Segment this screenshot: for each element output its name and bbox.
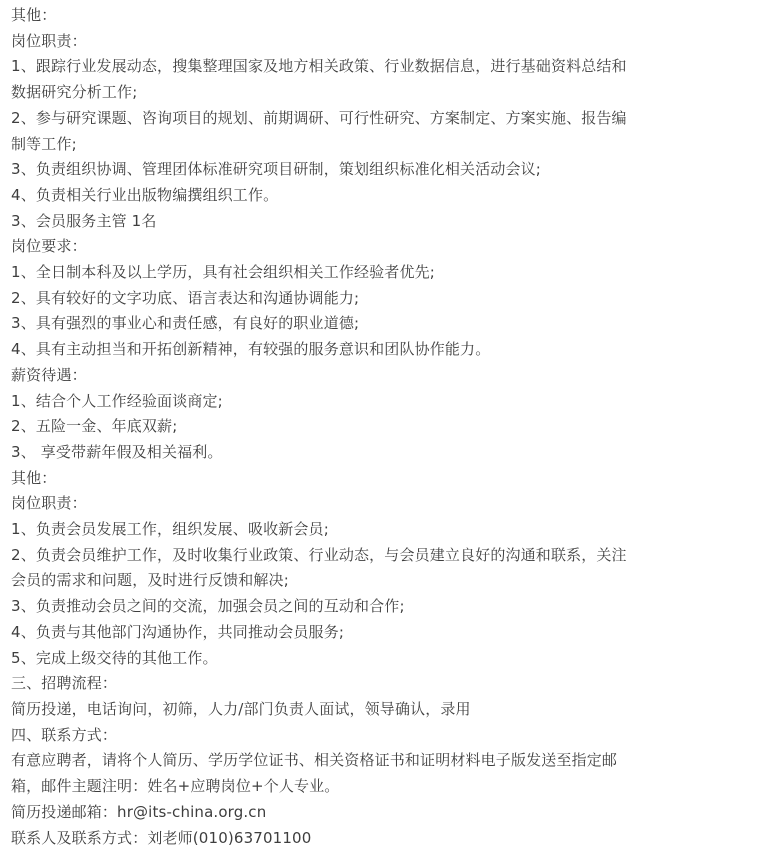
resume-email[interactable]: 简历投递邮箱：hr@its-china.org.cn — [11, 800, 752, 826]
contact-instructions-cont: 箱，邮件主题注明：姓名+应聘岗位+个人专业。 — [11, 774, 752, 800]
contact-person: 联系人及联系方式：刘老师(010)63701100 — [11, 826, 752, 851]
duty2-item-2-cont: 会员的需求和问题，及时进行反馈和解决; — [11, 568, 752, 594]
requirement-item-1: 1、全日制本科及以上学历，具有社会组织相关工作经验者优先; — [11, 260, 752, 286]
duty2-item-3: 3、负责推动会员之间的交流，加强会员之间的互动和合作; — [11, 594, 752, 620]
requirement-item-2: 2、具有较好的文字功底、语言表达和沟通协调能力; — [11, 286, 752, 312]
position-title-member-service: 3、会员服务主管 1名 — [11, 209, 752, 235]
duty2-item-5: 5、完成上级交待的其他工作。 — [11, 646, 752, 672]
duty2-item-2: 2、负责会员维护工作，及时收集行业政策、行业动态，与会员建立良好的沟通和联系，关注 — [11, 543, 752, 569]
duty2-item-1: 1、负责会员发展工作，组织发展、吸收新会员; — [11, 517, 752, 543]
requirement-item-4: 4、具有主动担当和开拓创新精神，有较强的服务意识和团队协作能力。 — [11, 337, 752, 363]
duty-item-3: 3、负责组织协调、管理团体标准研究项目研制，策划组织标准化相关活动会议; — [11, 157, 752, 183]
duty-item-1: 1、跟踪行业发展动态，搜集整理国家及地方相关政策、行业数据信息，进行基础资料总结和 — [11, 54, 752, 80]
duty-item-1-cont: 数据研究分析工作; — [11, 80, 752, 106]
duty-item-2-cont: 制等工作; — [11, 132, 752, 158]
salary-item-3: 3、 享受带薪年假及相关福利。 — [11, 440, 752, 466]
subheading-requirements: 岗位要求： — [11, 234, 752, 260]
subheading-duties-2: 岗位职责： — [11, 491, 752, 517]
requirement-item-3: 3、具有强烈的事业心和责任感，有良好的职业道德; — [11, 311, 752, 337]
section-heading-contact: 四、联系方式： — [11, 723, 752, 749]
subheading-salary: 薪资待遇： — [11, 363, 752, 389]
section-heading-other-2: 其他： — [11, 466, 752, 492]
duty-item-2: 2、参与研究课题、咨询项目的规划、前期调研、可行性研究、方案制定、方案实施、报告编 — [11, 106, 752, 132]
duty-item-4: 4、负责相关行业出版物编撰组织工作。 — [11, 183, 752, 209]
section-heading-recruitment-process: 三、招聘流程： — [11, 671, 752, 697]
section-heading-other: 其他： — [11, 3, 752, 29]
recruitment-process-text: 简历投递，电话询问，初筛，人力/部门负责人面试，领导确认，录用 — [11, 697, 752, 723]
duty2-item-4: 4、负责与其他部门沟通协作，共同推动会员服务; — [11, 620, 752, 646]
subheading-duties: 岗位职责： — [11, 29, 752, 55]
contact-instructions: 有意应聘者，请将个人简历、学历学位证书、相关资格证书和证明材料电子版发送至指定邮 — [11, 748, 752, 774]
salary-item-2: 2、五险一金、年底双薪; — [11, 414, 752, 440]
salary-item-1: 1、结合个人工作经验面谈商定; — [11, 389, 752, 415]
